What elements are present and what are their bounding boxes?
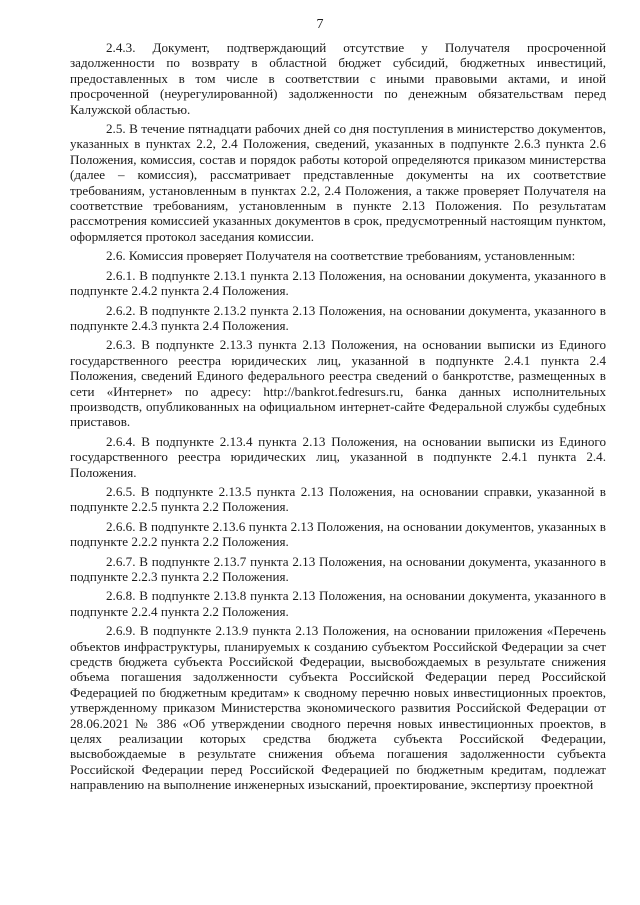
paragraph-2-6-2: 2.6.2. В подпункте 2.13.2 пункта 2.13 Положения, на основании документа, указанного в подпункте 2.4.3 пункта 2.4 Положения. [70,302,606,333]
paragraph-2-6-3: 2.6.3. В подпункте 2.13.3 пункта 2.13 Положения, на основании выписки из Единого государственного реестра юридических лиц, указанной в подпункте 2.4.1 пункта 2.4 Положения, сведений Единого федерального реестра сведений о банкротстве, размещенных в сети «Интернет» по адресу: http://bankrot.fedresurs.ru, банка данных исполнительных производств, опубликованных на официальном интернет-сайте Федеральной службы судебных приставов. [70,337,606,430]
document-body [70,40,606,797]
paragraph-2-4-3: 2.4.3. Документ, подтверждающий отсутствие у Получателя просроченной задолженности по возврату в областной бюджет субсидий, бюджетных инвестиций, предоставленных в том числе в соответствии с иными правовыми актами, и иной просроченной (неурегулированной) задолженности по денежным обязательствам перед Калужской областью. [70,40,606,117]
paragraph-2-6: 2.6. Комиссия проверяет Получателя на соответствие требованиям, установленным: [106,248,576,264]
paragraph-2-6-5: 2.6.5. В подпункте 2.13.5 пункта 2.13 Положения, на основании справки, указанной в подпункте 2.2.5 пункта 2.2 Положения. [70,483,606,515]
paragraph-2-6-9: 2.6.9. В подпункте 2.13.9 пункта 2.13 Положения, на основании приложения «Перечень объектов инфраструктуры, планируемых к созданию субъектом Российской Федерации за счет средств бюджета субъекта Российской Федерации, высвобождаемых в результате снижения объема погашения задолженности субъекта Российской Федерации перед Российской Федерацией по бюджетным кредитам» к сводному перечню новых инвестиционных проектов, утвержденному приказом Министерства экономического развития Российской Федерации от 28.06.2021 № 386 «Об утверждении сводного перечня новых инвестиционных проектов, в целях реализации которых средства бюджета субъекта Российской Федерации, высвобождаемые в результате снижения объема погашения задолженности субъекта Российской Федерации перед Российской Федерацией по бюджетным кредитам, подлежат направлению на выполнение инженерных изысканий, проектирование, экспертизу проектной [70,623,606,793]
paragraph-2-6-4: 2.6.4. В подпункте 2.13.4 пункта 2.13 Положения, на основании выписки из Единого государственного реестра юридических лиц, указанной в подпункте 2.4.1 пункта 2.4. Положения. [70,433,606,480]
page-number: 7 [316,17,324,32]
paragraph-2-6-7: 2.6.7. В подпункте 2.13.7 пункта 2.13 Положения, на основании документа, указанного в подпункте 2.2.3 пункта 2.2 Положения. [70,553,606,584]
paragraph-2-6-8: 2.6.8. В подпункте 2.13.8 пункта 2.13 Положения, на основании документа, указанного в подпункте 2.2.4 пункта 2.2 Положения. [70,588,606,619]
paragraph-2-5: 2.5. В течение пятнадцати рабочих дней со дня поступления в министерство документов, указанных в пунктах 2.2, 2.4 Положения, сведений, указанных в подпункте 2.6.3 пункта 2.6 Положения, комиссия, состав и порядок работы которой определяются приказом министерства (далее – комиссия), рассматривает представленные документы на их соответствие требованиям, установленным в пунктах 2.2, 2.4 Положения, а также проверяет Получателя на соответствие требованиям, установленным в пункте 2.13 Положения. По результатам рассмотрения комиссией указанных документов в срок, предусмотренный настоящим пунктом, оформляется протокол заседания комиссии. [70,121,606,244]
paragraph-2-6-1: 2.6.1. В подпункте 2.13.1 пункта 2.13 Положения, на основании документа, указанного в подпункте 2.4.2 пункта 2.4 Положения. [70,267,606,299]
paragraph-2-6-6: 2.6.6. В подпункте 2.13.6 пункта 2.13 Положения, на основании документов, указанных в подпункте 2.2.2 пункта 2.2 Положения. [70,518,606,550]
